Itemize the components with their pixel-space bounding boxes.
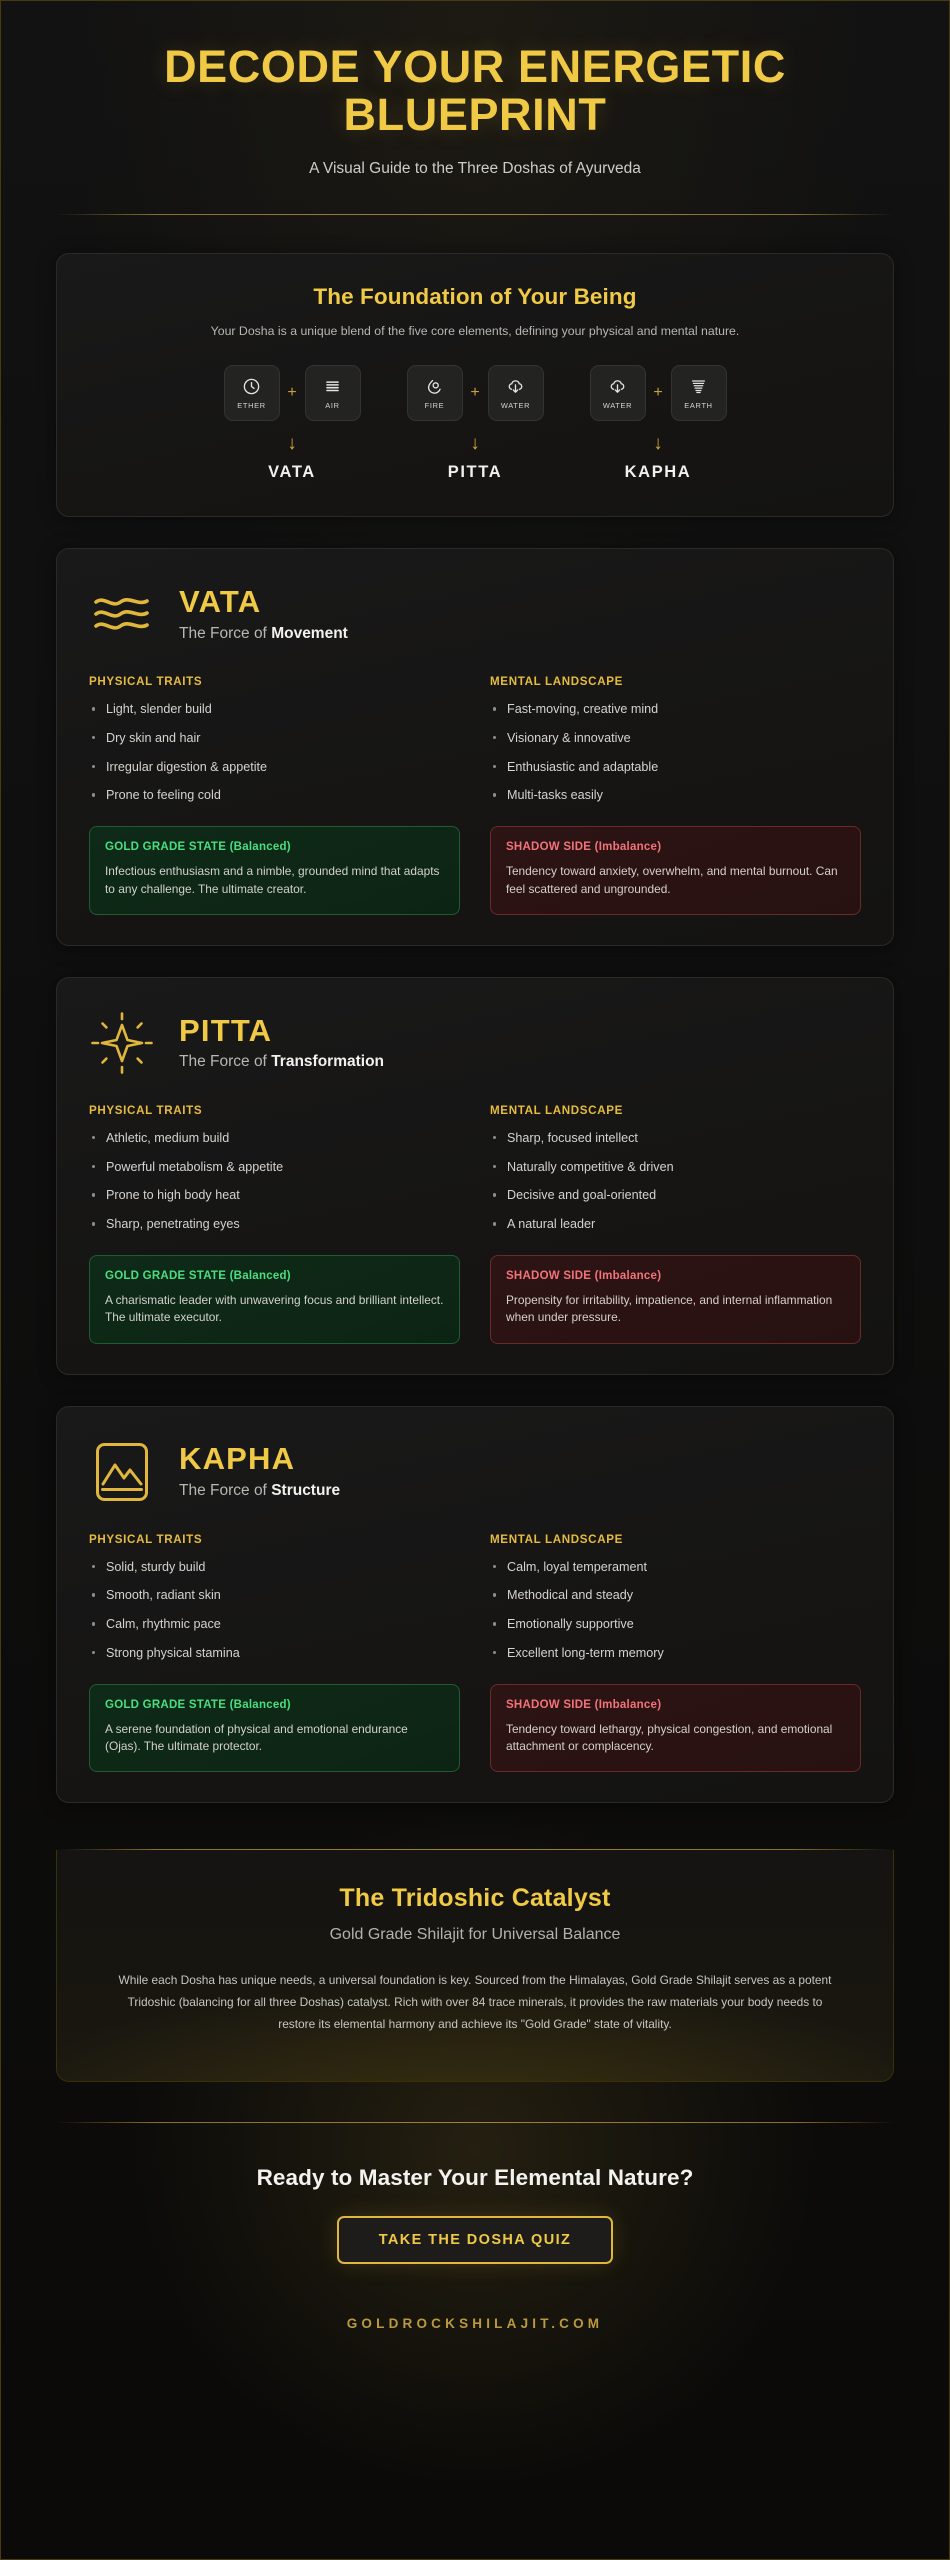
element-tile-water[interactable]: [488, 365, 544, 421]
dosha-traits-columns-vata: [89, 675, 861, 804]
element-tiles-row: [85, 365, 865, 421]
plus-sign-3: +: [653, 384, 663, 402]
list-item: Smooth, radiant skin: [89, 1587, 460, 1604]
element-tile-fire[interactable]: [407, 365, 463, 421]
mental-landscape-list: [490, 701, 861, 804]
dosha-title-block-kapha: [179, 1443, 340, 1500]
element-tile-air[interactable]: [305, 365, 361, 421]
air-lines-icon: [323, 376, 343, 396]
list-item: Calm, rhythmic pace: [89, 1616, 460, 1633]
ether-clock-icon: [242, 376, 262, 396]
dosha-force-word: Structure: [271, 1481, 341, 1499]
list-item: Prone to high body heat: [89, 1187, 460, 1204]
arrow-vata: ↓: [287, 433, 297, 455]
balanced-state-box: [89, 1684, 460, 1773]
element-group-vata: [224, 365, 361, 421]
dosha-name: PITTA: [179, 1012, 273, 1048]
header-divider: [56, 214, 894, 215]
imbalance-state-box: [490, 826, 861, 915]
element-label: WATER: [500, 401, 531, 411]
catalyst-card: [56, 1850, 894, 2082]
imbalance-state-title: SHADOW SIDE (Imbalance): [506, 1269, 662, 1282]
catalyst-subtitle: Gold Grade Shilajit for Universal Balance: [329, 1926, 621, 1944]
water-cloud-drop-icon: [608, 376, 628, 396]
catalyst-title: The Tridoshic Catalyst: [339, 1884, 611, 1913]
list-item: Methodical and steady: [490, 1587, 861, 1604]
dosha-card-kapha: [56, 1406, 894, 1804]
element-label: FIRE: [424, 401, 445, 411]
imbalance-state-text: Propensity for irritability, impatience, and internal inflammation when under pressure.: [506, 1292, 833, 1325]
dosha-header-vata: [89, 581, 861, 647]
mental-landscape-heading: MENTAL LANDSCAPE: [490, 675, 623, 689]
list-item: Naturally competitive & driven: [490, 1159, 861, 1176]
physical-traits-column: [89, 675, 460, 804]
mental-landscape-column: [490, 1104, 861, 1233]
element-label: AIR: [325, 401, 340, 411]
dosha-traits-columns-pitta: [89, 1104, 861, 1233]
balanced-state-title: GOLD GRADE STATE (Balanced): [105, 1269, 291, 1282]
page-header: [56, 1, 894, 215]
imbalance-state-title: SHADOW SIDE (Imbalance): [506, 1698, 662, 1711]
element-tile-water-2[interactable]: [590, 365, 646, 421]
foundation-title: The Foundation of Your Being: [313, 284, 637, 310]
physical-traits-list: [89, 701, 460, 804]
dosha-force: [179, 1482, 340, 1500]
list-item: Athletic, medium build: [89, 1130, 460, 1147]
imbalance-state-title: SHADOW SIDE (Imbalance): [506, 841, 662, 854]
list-item: Decisive and goal-oriented: [490, 1187, 861, 1204]
catalyst-body-text: While each Dosha has unique needs, a universal foundation is key. Sourced from the Himalayas, Gold Grade Shilajit serves as a potent Tridoshic (balancing for all three Doshas) catalyst. Rich with over 84 trace minerals, it provides the raw materials your body needs to restore its elemental harmony and achieve its "Gold Grade" state of vitality.: [118, 1973, 832, 2031]
element-diagram: [85, 365, 865, 482]
foundation-dosha-vata: VATA: [268, 463, 316, 482]
list-item: Visionary & innovative: [490, 730, 861, 747]
list-item: Fast-moving, creative mind: [490, 701, 861, 718]
arrow-kapha: ↓: [653, 433, 663, 455]
star-burst-icon: [89, 1010, 155, 1076]
dosha-states-vata: [89, 826, 861, 915]
brand-footer: GOLDROCKSHILAJIT.COM: [346, 2316, 604, 2332]
physical-traits-column: [89, 1104, 460, 1233]
dosha-header-pitta: [89, 1010, 861, 1076]
list-item: Multi-tasks easily: [490, 787, 861, 804]
foundation-dosha-pitta: PITTA: [447, 463, 503, 482]
earth-layers-icon: [689, 376, 709, 396]
mental-landscape-list: [490, 1130, 861, 1233]
element-label: EARTH: [684, 401, 713, 411]
arrow-pitta: ↓: [470, 433, 480, 455]
balanced-state-box: [89, 1255, 460, 1344]
dosha-force: [179, 1053, 384, 1071]
list-item: Enthusiastic and adaptable: [490, 759, 861, 776]
fire-flame-icon: [425, 376, 445, 396]
list-item: Prone to feeling cold: [89, 787, 460, 804]
physical-traits-column: [89, 1533, 460, 1662]
foundation-subtitle: Your Dosha is a unique blend of the five core elements, defining your physical and mental nature.: [210, 324, 740, 339]
water-cloud-drop-icon: [506, 376, 526, 396]
catalyst-section: [56, 1849, 894, 2082]
balanced-state-text: A serene foundation of physical and emotional endurance (Ojas). The ultimate protector.: [105, 1721, 408, 1753]
list-item: Sharp, focused intellect: [490, 1130, 861, 1147]
dosha-card-vata: [56, 548, 894, 946]
page-title: DECODE YOUR ENERGETIC BLUEPRINT: [164, 41, 786, 141]
dosha-force-prefix: The Force of: [179, 624, 272, 642]
element-group-pitta: [407, 365, 544, 421]
dosha-title-block-vata: [179, 586, 348, 643]
element-label: ETHER: [237, 401, 266, 411]
element-tile-ether[interactable]: [224, 365, 280, 421]
list-item: Strong physical stamina: [89, 1645, 460, 1662]
plus-sign-1: +: [287, 384, 297, 402]
physical-traits-list: [89, 1559, 460, 1662]
mental-landscape-heading: MENTAL LANDSCAPE: [490, 1532, 623, 1546]
arrow-row: [85, 434, 865, 453]
dosha-name: KAPHA: [179, 1441, 296, 1477]
mental-landscape-list: [490, 1559, 861, 1662]
mental-landscape-heading: MENTAL LANDSCAPE: [490, 1103, 623, 1117]
dosha-force-prefix: The Force of: [179, 1481, 272, 1499]
mental-landscape-column: [490, 1533, 861, 1662]
dosha-name-row: [85, 463, 865, 482]
balanced-state-title: GOLD GRADE STATE (Balanced): [105, 1698, 291, 1711]
dosha-states-pitta: [89, 1255, 861, 1344]
list-item: Powerful metabolism & appetite: [89, 1159, 460, 1176]
dosha-force-prefix: The Force of: [179, 1053, 272, 1071]
dosha-traits-columns-kapha: [89, 1533, 861, 1662]
balanced-state-box: [89, 826, 460, 915]
plus-sign-2: +: [470, 384, 480, 402]
dosha-force-word: Transformation: [271, 1053, 385, 1071]
element-tile-earth[interactable]: [671, 365, 727, 421]
list-item: Excellent long-term memory: [490, 1645, 861, 1662]
list-item: Irregular digestion & appetite: [89, 759, 460, 776]
element-label: WATER: [602, 401, 633, 411]
imbalance-state-text: Tendency toward anxiety, overwhelm, and mental burnout. Can feel scattered and ungrounded.: [506, 864, 838, 896]
list-item: Dry skin and hair: [89, 730, 460, 747]
list-item: A natural leader: [490, 1216, 861, 1233]
physical-traits-heading: PHYSICAL TRAITS: [89, 675, 203, 689]
dosha-header-kapha: [89, 1439, 861, 1505]
list-item: Sharp, penetrating eyes: [89, 1216, 460, 1233]
dosha-force-word: Movement: [271, 624, 348, 642]
physical-traits-heading: PHYSICAL TRAITS: [89, 1103, 203, 1117]
balanced-state-text: Infectious enthusiasm and a nimble, grounded mind that adapts to any challenge. The ultimate creator.: [105, 864, 440, 896]
list-item: Light, slender build: [89, 701, 460, 718]
balanced-state-text: A charismatic leader with unwavering focus and brilliant intellect. The ultimate executor.: [105, 1292, 444, 1325]
list-item: Solid, sturdy build: [89, 1559, 460, 1576]
list-item: Emotionally supportive: [490, 1616, 861, 1633]
balanced-state-title: GOLD GRADE STATE (Balanced): [105, 841, 291, 854]
foundation-dosha-kapha: KAPHA: [624, 463, 692, 482]
imbalance-state-box: [490, 1255, 861, 1344]
dosha-name: VATA: [179, 584, 262, 619]
physical-traits-list: [89, 1130, 460, 1233]
page-subtitle: A Visual Guide to the Three Doshas of Ayurveda: [309, 160, 641, 178]
foundation-card: [56, 253, 894, 517]
cta-title: Ready to Master Your Elemental Nature?: [256, 2165, 694, 2191]
mountain-frame-icon: [89, 1439, 155, 1505]
cta-section: [56, 2123, 894, 2361]
waves-icon: [89, 581, 155, 647]
dosha-title-block-pitta: [179, 1012, 385, 1072]
imbalance-state-box: [490, 1684, 861, 1773]
dosha-force: [179, 625, 348, 643]
dosha-states-kapha: [89, 1684, 861, 1773]
take-dosha-quiz-button[interactable]: TAKE THE DOSHA QUIZ: [337, 2216, 614, 2264]
imbalance-state-text: Tendency toward lethargy, physical congestion, and emotional attachment or complacency.: [506, 1721, 833, 1753]
element-group-kapha: [590, 365, 727, 421]
mental-landscape-column: [490, 675, 861, 804]
list-item: Calm, loyal temperament: [490, 1559, 861, 1576]
physical-traits-heading: PHYSICAL TRAITS: [89, 1532, 203, 1546]
dosha-card-pitta: [56, 977, 894, 1375]
